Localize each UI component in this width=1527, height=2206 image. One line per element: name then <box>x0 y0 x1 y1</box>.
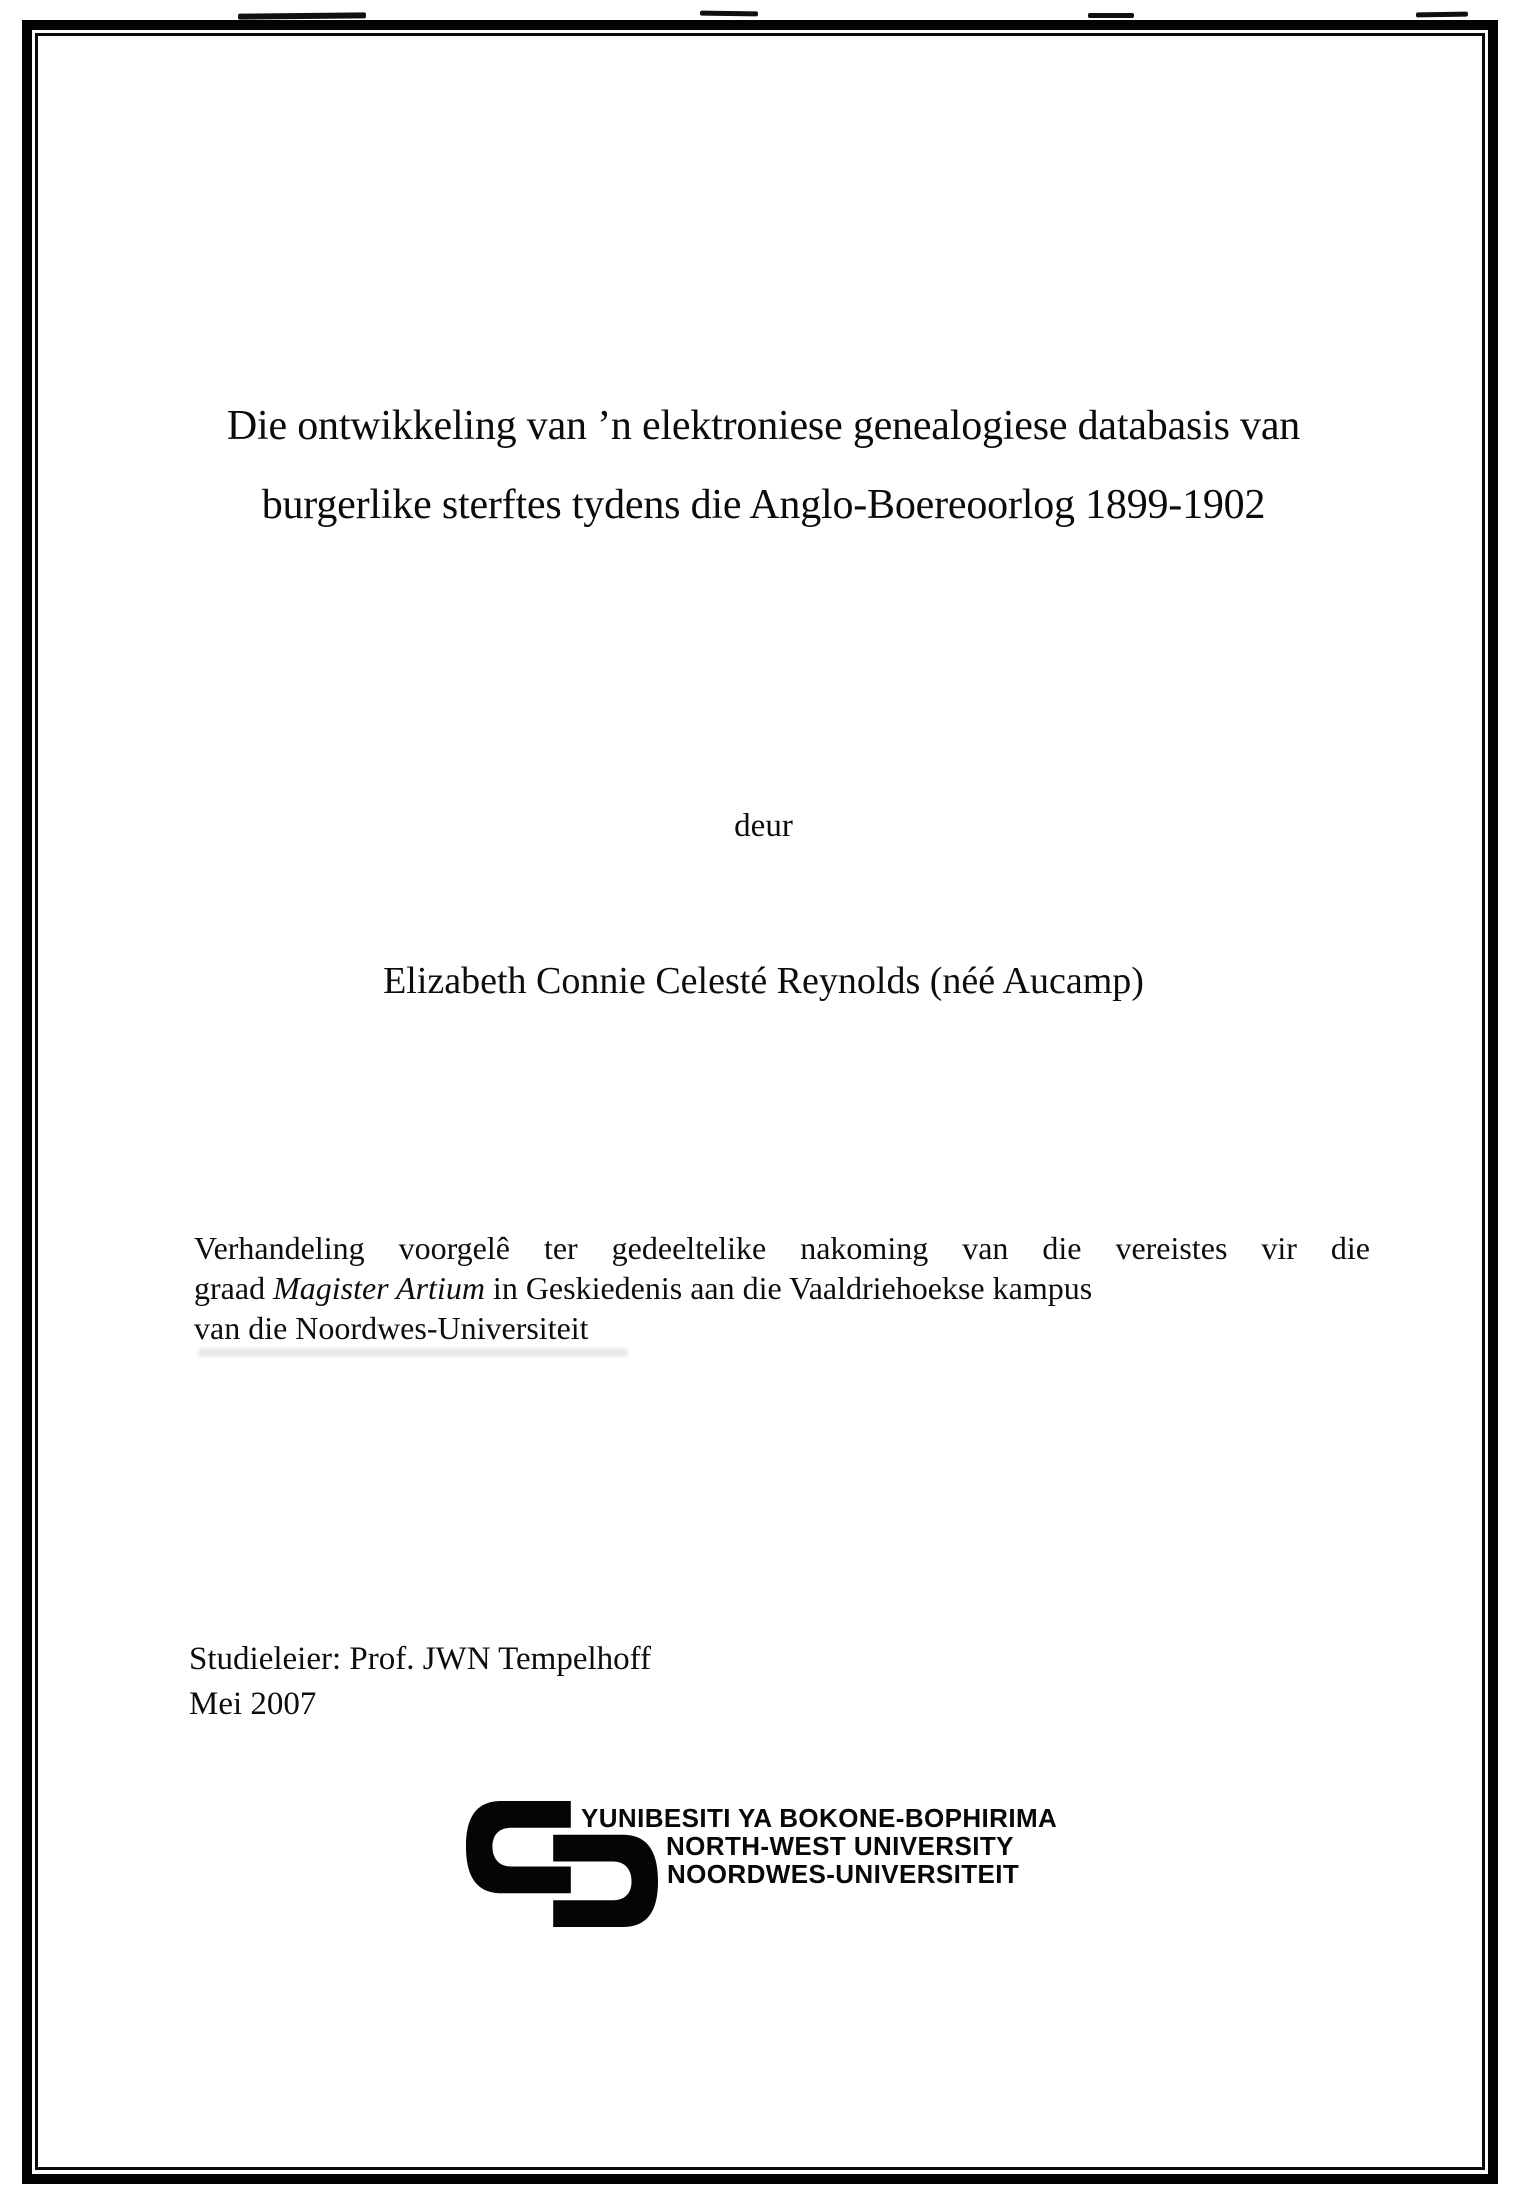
submission-statement <box>194 1228 1370 1348</box>
statement-line-2-prefix: graad <box>194 1270 274 1306</box>
scan-bleed-artifact <box>198 1348 628 1357</box>
degree-name-italic: Magister Artium <box>273 1270 485 1306</box>
statement-line-3: van die Noordwes-Universiteit <box>194 1310 589 1346</box>
author-name: Elizabeth Connie Celesté Reynolds (néé Aucamp) <box>383 960 1144 1002</box>
logo-text-afrikaans: NOORDWES-UNIVERSITEIT <box>667 1859 1020 1889</box>
statement-line-2-suffix: in Geskiedenis aan die Vaaldriehoekse kampus <box>484 1270 1093 1306</box>
logo-text-english: NORTH-WEST UNIVERSITY <box>666 1831 1014 1861</box>
statement-line-1: Verhandeling voorgelê ter gedeeltelike nakoming van die vereistes vir die <box>194 1230 1370 1266</box>
thesis-title-line-1: Die ontwikkeling van ’n elektroniese genealogiese databasis van <box>226 403 1301 449</box>
thesis-title-line-2: burgerlike sterftes tydens die Anglo-Boereoorlog 1899-1902 <box>261 482 1266 528</box>
statement-line-2 <box>194 1268 1370 1308</box>
byline-label: deur <box>734 808 793 844</box>
date-line: Mei 2007 <box>189 1686 317 1722</box>
scan-speck <box>1416 12 1468 18</box>
scan-speck <box>700 11 758 17</box>
logo-text-setswana: YUNIBESITI YA BOKONE-BOPHIRIMA <box>581 1803 1058 1833</box>
supervisor-line: Studieleier: Prof. JWN Tempelhoff <box>189 1641 652 1677</box>
supervisor-block <box>189 1637 651 1727</box>
scan-speck <box>1088 13 1134 18</box>
scan-speck <box>238 12 366 19</box>
